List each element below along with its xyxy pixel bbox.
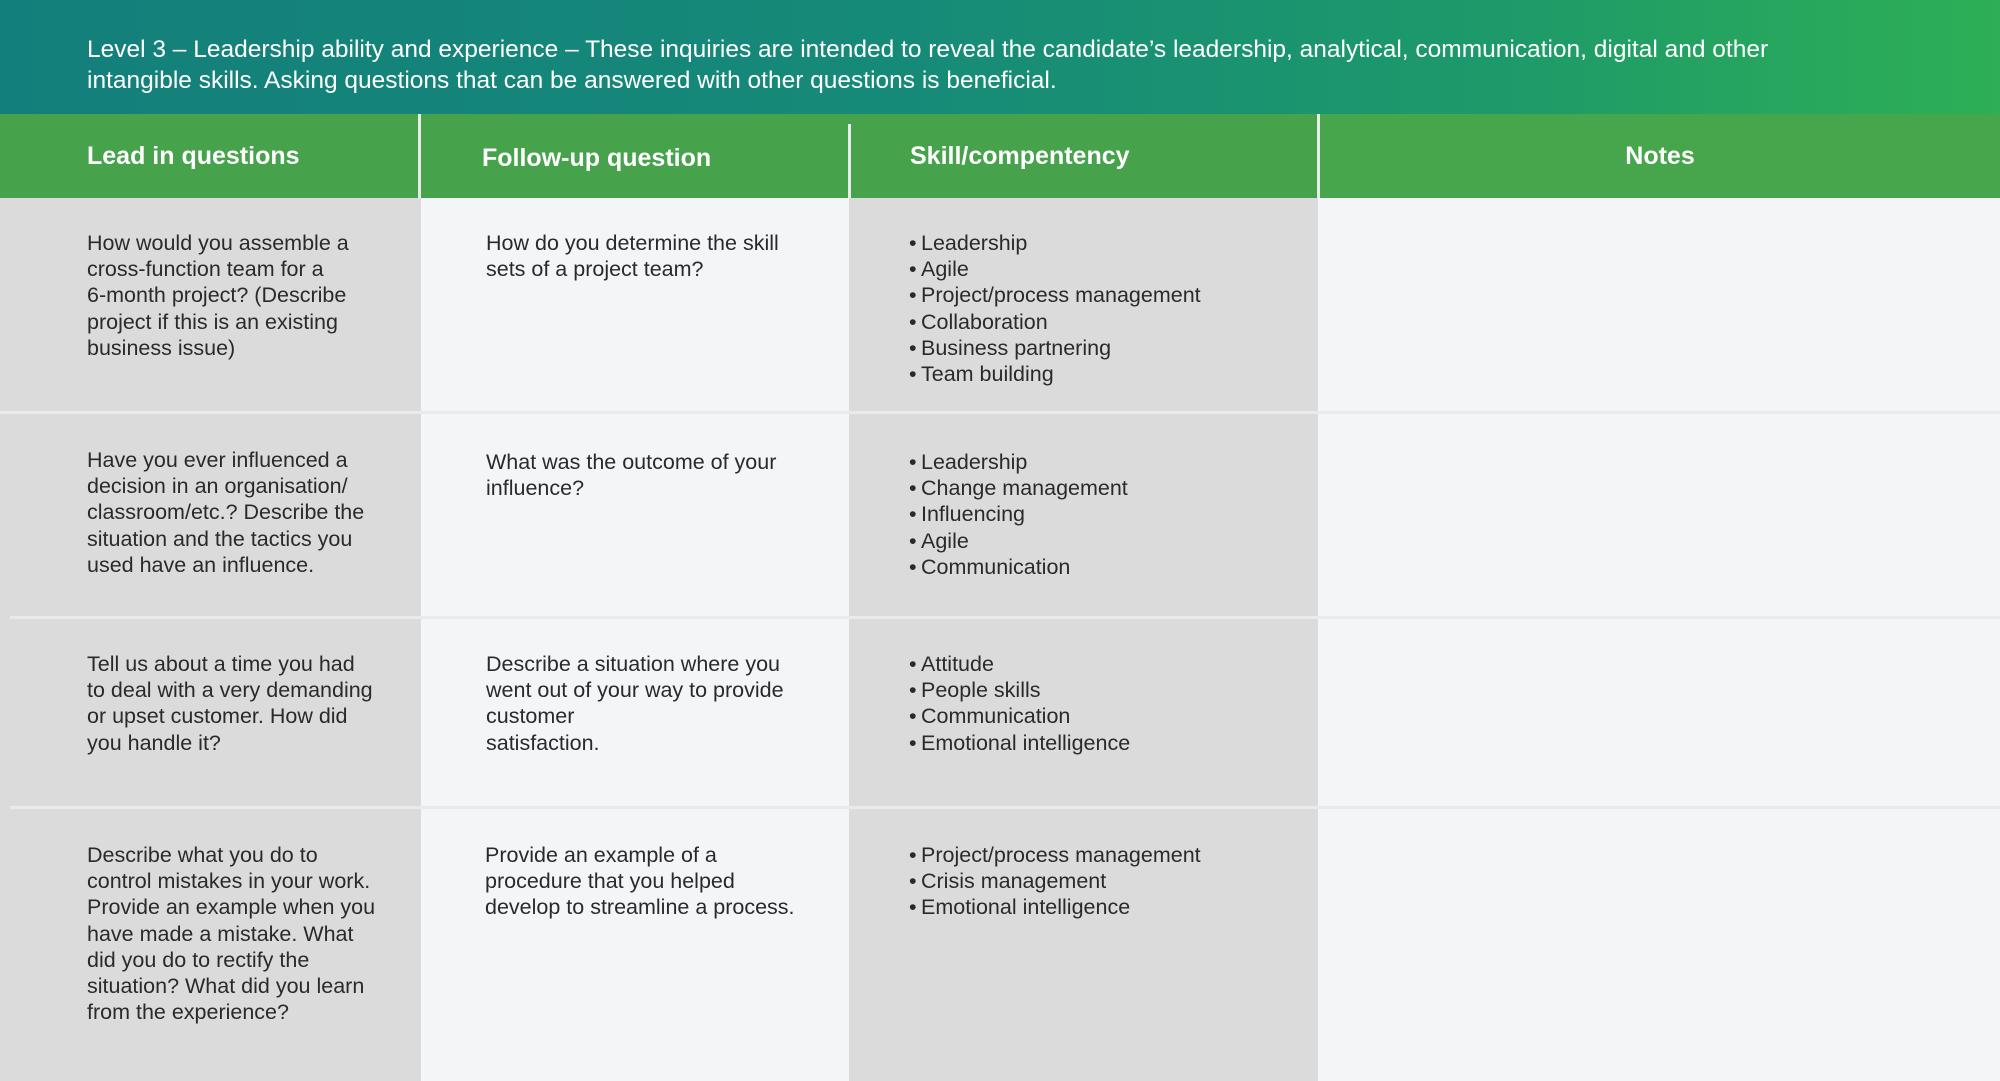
skill-item: • Attitude: [909, 651, 1130, 677]
header-notes: Notes: [1625, 141, 1695, 170]
row1-followup-question: How do you determine the skill sets of a project team?: [486, 231, 779, 282]
row4-notes-cell[interactable]: [1345, 842, 1965, 1052]
skill-item: • Project/process management: [909, 282, 1201, 308]
banner-text: Level 3 – Leadership ability and experience – These inquiries are intended to reveal the candidate’s leadership, analytical, communication, digital and other intangible skills. Asking questions that can be answered with other questions is beneficial.: [87, 36, 1769, 94]
row-separator: [0, 411, 2000, 414]
row1-notes-cell[interactable]: [1345, 230, 1965, 390]
skill-item: • Project/process management: [909, 842, 1201, 868]
skill-item: • Emotional intelligence: [909, 894, 1201, 920]
skill-item: • Crisis management: [909, 868, 1201, 894]
skill-item: • Emotional intelligence: [909, 730, 1130, 756]
level-banner: [0, 0, 2000, 114]
header-divider: [1317, 114, 1320, 198]
row2-notes-cell[interactable]: [1345, 447, 1965, 597]
row4-skills-list: [909, 842, 1201, 921]
skill-item: • Leadership: [909, 230, 1201, 256]
skill-item: • Change management: [909, 475, 1128, 501]
row1-skills-list: [909, 230, 1201, 387]
header-follow-up-question: Follow-up question: [482, 143, 712, 172]
row3-skills-list: [909, 651, 1130, 756]
row1-lead-question: How would you assemble a cross-function team for a 6-month project? (Describe project if this is an existing business issue): [87, 231, 349, 360]
header-divider: [418, 114, 421, 198]
header-divider: [848, 124, 851, 198]
skill-item: • Agile: [909, 256, 1201, 282]
skill-item: • Business partnering: [909, 335, 1201, 361]
row4-followup-question: Provide an example of a procedure that you helped develop to streamline a process.: [485, 843, 795, 920]
skill-item: • Team building: [909, 361, 1201, 387]
row3-followup-question: Describe a situation where you went out of your way to provide customer satisfaction.: [486, 652, 784, 755]
skill-item: • Communication: [909, 703, 1130, 729]
row3-lead-question: Tell us about a time you had to deal with a very demanding or upset customer. How did you handle it?: [87, 652, 373, 755]
skill-item: • Agile: [909, 528, 1128, 554]
row2-skills-list: [909, 449, 1128, 580]
row-separator: [10, 806, 2000, 809]
skill-item: • Communication: [909, 554, 1128, 580]
followup-column-bg: [421, 198, 849, 1081]
skill-item: • People skills: [909, 677, 1130, 703]
header-lead-in-questions: Lead in questions: [87, 141, 300, 170]
table-header-row: [0, 114, 2000, 198]
row2-followup-question: What was the outcome of your influence?: [486, 450, 777, 501]
row4-lead-question: Describe what you do to control mistakes in your work. Provide an example when you have made a mistake. What did you do to rectify the situation? What did you learn from the experience?: [87, 843, 376, 1025]
skill-item: • Influencing: [909, 501, 1128, 527]
skill-item: • Leadership: [909, 449, 1128, 475]
skill-item: • Collaboration: [909, 309, 1201, 335]
row2-lead-question: Have you ever influenced a decision in an organisation/ classroom/etc.? Describe the situation and the tactics you used have an influence.: [87, 448, 365, 577]
row3-notes-cell[interactable]: [1345, 651, 1965, 791]
header-skill-competency: Skill/compentency: [910, 141, 1130, 170]
row-separator: [10, 616, 2000, 619]
